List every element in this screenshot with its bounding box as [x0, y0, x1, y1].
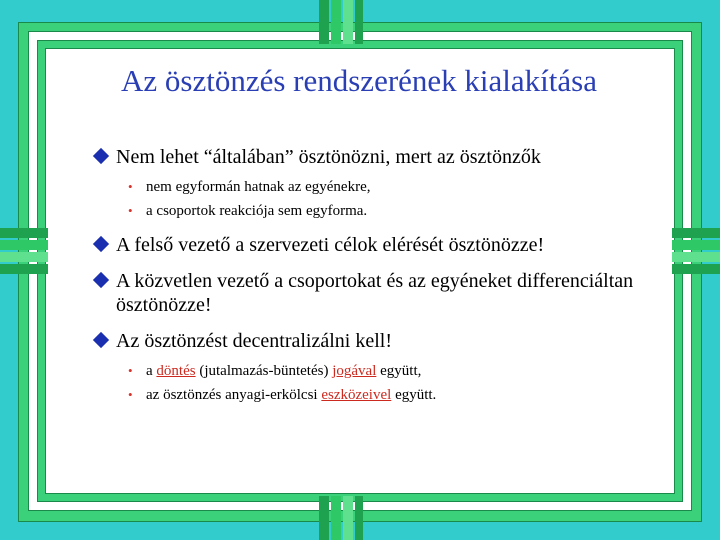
dot-bullet-icon: •: [128, 179, 133, 194]
bullet-item: [90, 145, 650, 169]
bullet-item: [90, 269, 650, 317]
highlight-dontes: döntés: [156, 363, 196, 379]
bullet-item: [90, 233, 650, 257]
diamond-bullet-icon: [93, 148, 109, 164]
sub-bullet-item: [90, 361, 650, 381]
sub-bullet-text: a csoportok reakciója sem egyforma.: [146, 203, 368, 219]
tab-decoration-bottom: [319, 496, 363, 540]
bullet-text: A közvetlen vezető a csoportokat és az egyéneket differenciáltan ösztönözze!: [116, 270, 634, 316]
bullet-list: [90, 145, 650, 417]
diamond-bullet-icon: [93, 332, 109, 348]
sub-text-mid: (jutalmazás-büntetés): [195, 363, 333, 379]
bullet-text: Az ösztönzést decentralizálni kell!: [116, 330, 392, 352]
highlight-eszkozeivel: eszközeivel: [321, 387, 392, 403]
sub-bullet-list: [90, 361, 650, 405]
diamond-bullet-icon: [93, 236, 109, 252]
bullet-item: [90, 329, 650, 353]
sub-text-pre: a: [146, 363, 157, 379]
tab-decoration-top: [319, 0, 363, 44]
sub-bullet-item: [90, 177, 650, 197]
sub-bullet-list: [90, 177, 650, 221]
bullet-text: Nem lehet “általában” ösztönözni, mert az ösztönzők: [116, 146, 541, 168]
sub-bullet-text: nem egyformán hatnak az egyénekre,: [146, 179, 371, 195]
tab-decoration-left: [0, 228, 48, 274]
sub-bullet-item: [90, 201, 650, 221]
sub-text-post: együtt,: [376, 363, 422, 379]
slide-title: Az ösztönzés rendszerének kialakítása: [121, 63, 597, 98]
dot-bullet-icon: •: [128, 387, 133, 402]
sub-text-post: együtt.: [391, 387, 437, 403]
bullet-text: A felső vezető a szervezeti célok elérését ösztönözze!: [116, 234, 545, 256]
diamond-bullet-icon: [93, 272, 109, 288]
sub-text-pre: az ösztönzés anyagi-erkölcsi: [146, 387, 322, 403]
tab-decoration-right: [672, 228, 720, 274]
sub-bullet-item: [90, 385, 650, 405]
dot-bullet-icon: •: [128, 203, 133, 218]
dot-bullet-icon: •: [128, 363, 133, 378]
highlight-jogaval: jogával: [332, 363, 377, 379]
